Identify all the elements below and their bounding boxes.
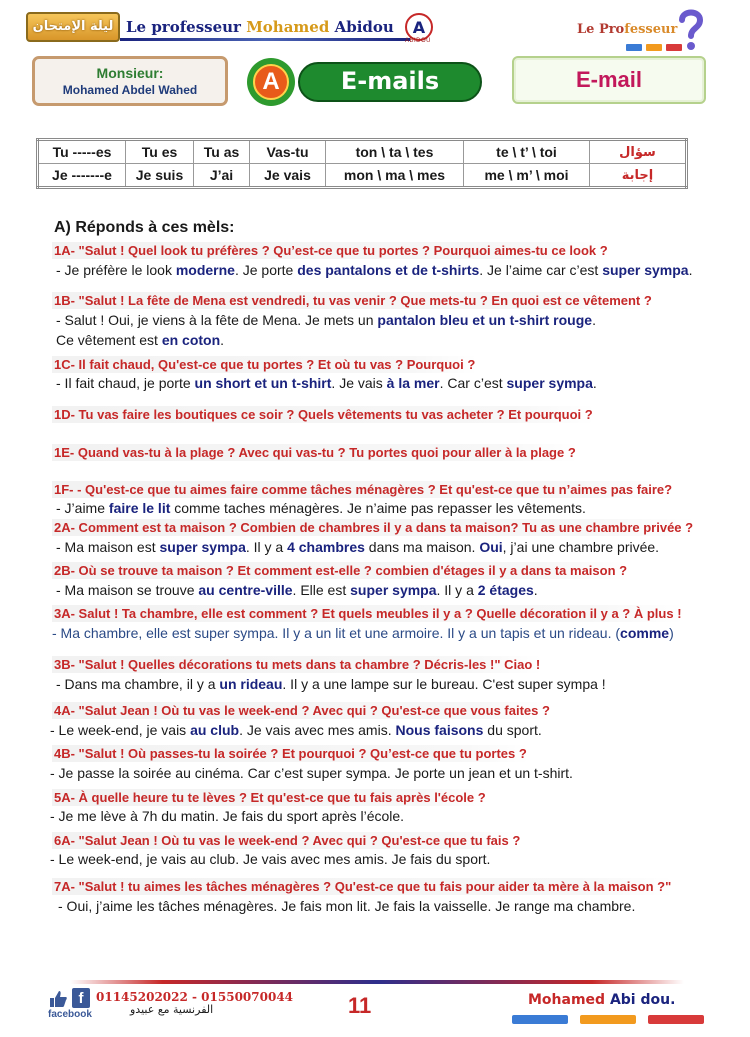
teacher-label: Monsieur: [96, 65, 164, 81]
decor-bar-blue [626, 44, 642, 51]
answer-2a [56, 539, 659, 555]
table-cell: J’ai [194, 164, 250, 188]
answer-keyword: 2 étages [477, 582, 534, 598]
header-underline [120, 38, 410, 41]
table-row-question [38, 140, 687, 164]
answer-text: - Oui, j’aime les tâches ménagères. Je fais mon lit. Je fais la vaisselle. Je range ma chambre. [58, 898, 636, 914]
answer-3b [56, 676, 606, 692]
facebook-label: facebook [48, 1009, 92, 1020]
answer-keyword: en coton [161, 332, 221, 348]
brand-part2: Abi dou. [609, 992, 676, 1008]
answer-keyword: pantalon bleu et un t-shirt rouge [377, 312, 593, 328]
professeur-part2: fesseur [624, 22, 678, 37]
lesson-title: E-mails [298, 62, 482, 102]
page-number: 11 [348, 993, 372, 1018]
table-row-answer [38, 164, 687, 188]
table-cell: Vas-tu [250, 140, 326, 164]
answer-text: . Il y a [436, 582, 478, 598]
answer-1b-line2 [56, 332, 224, 348]
header-title-part3: Abidou [334, 18, 394, 36]
answer-keyword: au centre-ville [198, 582, 293, 598]
question-1c: 1C- Il fait chaud, Qu'est-ce que tu portes ? Et où tu vas ? Pourquoi ? [54, 357, 476, 372]
header-title-part2: Mohamed [246, 18, 330, 36]
header-title-part1: Le professeur [126, 18, 241, 36]
table-cell: Je suis [126, 164, 194, 188]
answer-keyword: super sympa [159, 539, 246, 555]
question-4a: 4A- "Salut Jean ! Où tu vas le week-end ? Avec qui ? Qu'est-ce que vous faites ? [54, 703, 550, 718]
answer-text: du sport. [483, 722, 542, 738]
answer-keyword: Nous faisons [395, 722, 484, 738]
section-title: A) Réponds à ces mèls: [54, 219, 235, 236]
table-cell: Tu es [126, 140, 194, 164]
table-cell: إجابة [590, 164, 687, 188]
answer-text: dans ma maison. [364, 539, 480, 555]
question-1e: 1E- Quand vas-tu à la plage ? Avec qui vas-tu ? Tu portes quoi pour aller à la plage ? [54, 445, 576, 460]
answer-keyword: moderne [175, 262, 235, 278]
answer-2b [56, 582, 538, 598]
answer-keyword: comme [620, 625, 670, 641]
footer-bar-blue [512, 1015, 568, 1024]
table-cell: me \ m’ \ moi [464, 164, 590, 188]
answer-text: - Le week-end, je vais [50, 722, 191, 738]
answer-text: . Il y a une lampe sur le bureau. C'est super sympa ! [282, 676, 606, 692]
answer-1a [56, 262, 692, 278]
answer-keyword: super sympa [506, 375, 593, 391]
footer-arabic: الفرنسية مع عبيدو [130, 1003, 214, 1016]
answer-keyword: Oui [479, 539, 503, 555]
footer-bar-red [648, 1015, 704, 1024]
answer-text: - Le week-end, je vais au club. Je vais avec mes amis. Je fais du sport. [50, 851, 491, 867]
lesson-letter-badge [247, 58, 295, 106]
table-cell: ton \ ta \ tes [326, 140, 464, 164]
question-3a: 3A- Salut ! Ta chambre, elle est comment ? Et quels meubles il y a ? Quelle décoration il y a ? À plus ! [54, 606, 682, 621]
table-cell: Je -------e [38, 164, 126, 188]
answer-text: . [533, 582, 538, 598]
answer-6a [50, 851, 490, 867]
answer-text: - J’aime [56, 500, 109, 516]
answer-keyword: à la mer [386, 375, 440, 391]
question-1a: 1A- "Salut ! Quel look tu préfères ? Qu’est-ce que tu portes ? Pourquoi aimes-tu ce look ? [54, 243, 608, 258]
answer-keyword: un rideau [219, 676, 283, 692]
question-1b: 1B- "Salut ! La fête de Mena est vendredi, tu vas venir ? Que mets-tu ? En quoi est ce vêtement ? [54, 293, 652, 308]
answer-3a [52, 625, 674, 641]
question-1d: 1D- Tu vas faire les boutiques ce soir ? Quels vêtements tu vas acheter ? Et pourquoi ? [54, 407, 593, 422]
answer-text: - Je passe la soirée au cinéma. Car c’est super sympa. Je porte un jean et un t-shirt. [50, 765, 573, 781]
answer-keyword: un short et un t-shirt [194, 375, 332, 391]
facebook-icon: f [72, 988, 90, 1008]
professeur-part1: Le Pro [577, 22, 625, 37]
answer-keyword: super sympa [602, 262, 689, 278]
answer-4a [50, 722, 542, 738]
header-title [126, 18, 394, 36]
answer-text: - Ma maison est [56, 539, 160, 555]
decor-bar-orange [646, 44, 662, 51]
question-6a: 6A- "Salut Jean ! Où tu vas le week-end ? Avec qui ? Qu'est-ce que tu fais ? [54, 833, 521, 848]
decor-bar-red [666, 44, 682, 51]
footer-brand [528, 992, 675, 1008]
answer-text: . Car c’est [439, 375, 507, 391]
answer-text: - Il fait chaud, je porte [56, 375, 195, 391]
question-7a: 7A- "Salut ! tu aimes les tâches ménagères ? Qu'est-ce que tu fais pour aider ta mère à la maison ?" [54, 879, 672, 894]
table-cell: te \ t’ \ toi [464, 140, 590, 164]
logo-caption: ABIDOU [405, 38, 432, 44]
exam-night-badge: ليلة الإمتحان [26, 12, 120, 42]
answer-text: . [220, 332, 225, 348]
answer-text: - Ma chambre, elle est super sympa. Il y a un lit et une armoire. Il y a un tapis et un rideau. ( [52, 625, 621, 641]
answer-text: - Salut ! Oui, je viens à la fête de Mena. Je mets un [56, 312, 378, 328]
teacher-box [32, 56, 228, 106]
topic-label: E-mail [575, 67, 643, 92]
answer-text: - Je préfère le look [56, 262, 176, 278]
question-2b: 2B- Où se trouve ta maison ? Et comment est-elle ? combien d'étages il y a dans ta maison ? [54, 563, 628, 578]
answer-text: , j’ai une chambre privée. [502, 539, 660, 555]
thumbs-up-icon [48, 990, 68, 1008]
answer-keyword: super sympa [350, 582, 437, 598]
table-cell: Je vais [250, 164, 326, 188]
answer-text: . [592, 312, 596, 328]
answer-text: . [688, 262, 693, 278]
answer-1b-line1 [56, 312, 596, 328]
answer-keyword: faire le lit [108, 500, 171, 516]
phone-numbers: 01145202022 - 01550070044 [96, 990, 294, 1004]
answer-5a [50, 808, 404, 824]
answer-text: - Je me lève à 7h du matin. Je fais du sport après l’école. [50, 808, 405, 824]
answer-text: - Dans ma chambre, il y a [56, 676, 220, 692]
table-cell: Tu as [194, 140, 250, 164]
footer-bar-orange [580, 1015, 636, 1024]
svg-text:A: A [412, 18, 426, 37]
lesson-letter: A [253, 64, 289, 100]
conjugation-table [36, 138, 688, 189]
question-3b: 3B- "Salut ! Quelles décorations tu mets dans ta chambre ? Décris-les !" Ciao ! [54, 657, 541, 672]
answer-text: . Je vais avec mes amis. [239, 722, 396, 738]
teacher-name: Mohamed Abdel Wahed [62, 83, 198, 97]
answer-7a [58, 898, 635, 914]
question-2a: 2A- Comment est ta maison ? Combien de chambres il y a dans ta maison? Tu as une chambre privée ? [54, 520, 694, 535]
footer-divider [70, 980, 684, 984]
answer-text: . Je l’aime car c’est [479, 262, 603, 278]
answer-text: - Ma maison se trouve [56, 582, 199, 598]
table-cell: mon \ ma \ mes [326, 164, 464, 188]
answer-1f [56, 500, 586, 516]
answer-keyword: au club [190, 722, 240, 738]
answer-keyword: 4 chambres [287, 539, 365, 555]
answer-text: . [592, 375, 597, 391]
answer-1c [56, 375, 597, 391]
table-cell: سؤال [590, 140, 687, 164]
answer-text: ) [669, 625, 674, 641]
answer-keyword: des pantalons et de t-shirts [297, 262, 480, 278]
answer-text: Ce vêtement est [56, 332, 162, 348]
answer-4b [50, 765, 573, 781]
professeur-label [577, 22, 677, 37]
answer-text: . Je vais [331, 375, 387, 391]
question-1f: 1F- - Qu'est-ce que tu aimes faire comme tâches ménagères ? Et qu'est-ce que tu n’aimes pas faire? [54, 482, 673, 497]
answer-text: comme taches ménagères. Je n’aime pas repasser les vêtements. [170, 500, 586, 516]
question-5a: 5A- À quelle heure tu te lèves ? Et qu'est-ce que tu fais après l'école ? [54, 790, 486, 805]
table-cell: Tu -----es [38, 140, 126, 164]
answer-text: . Il y a [245, 539, 288, 555]
answer-text: . Elle est [292, 582, 351, 598]
topic-box [512, 56, 706, 104]
brand-part1: Mohamed [528, 992, 606, 1008]
question-4b: 4B- "Salut ! Où passes-tu la soirée ? Et pourquoi ? Qu’est-ce que tu portes ? [54, 746, 527, 761]
answer-text: . Je porte [234, 262, 298, 278]
